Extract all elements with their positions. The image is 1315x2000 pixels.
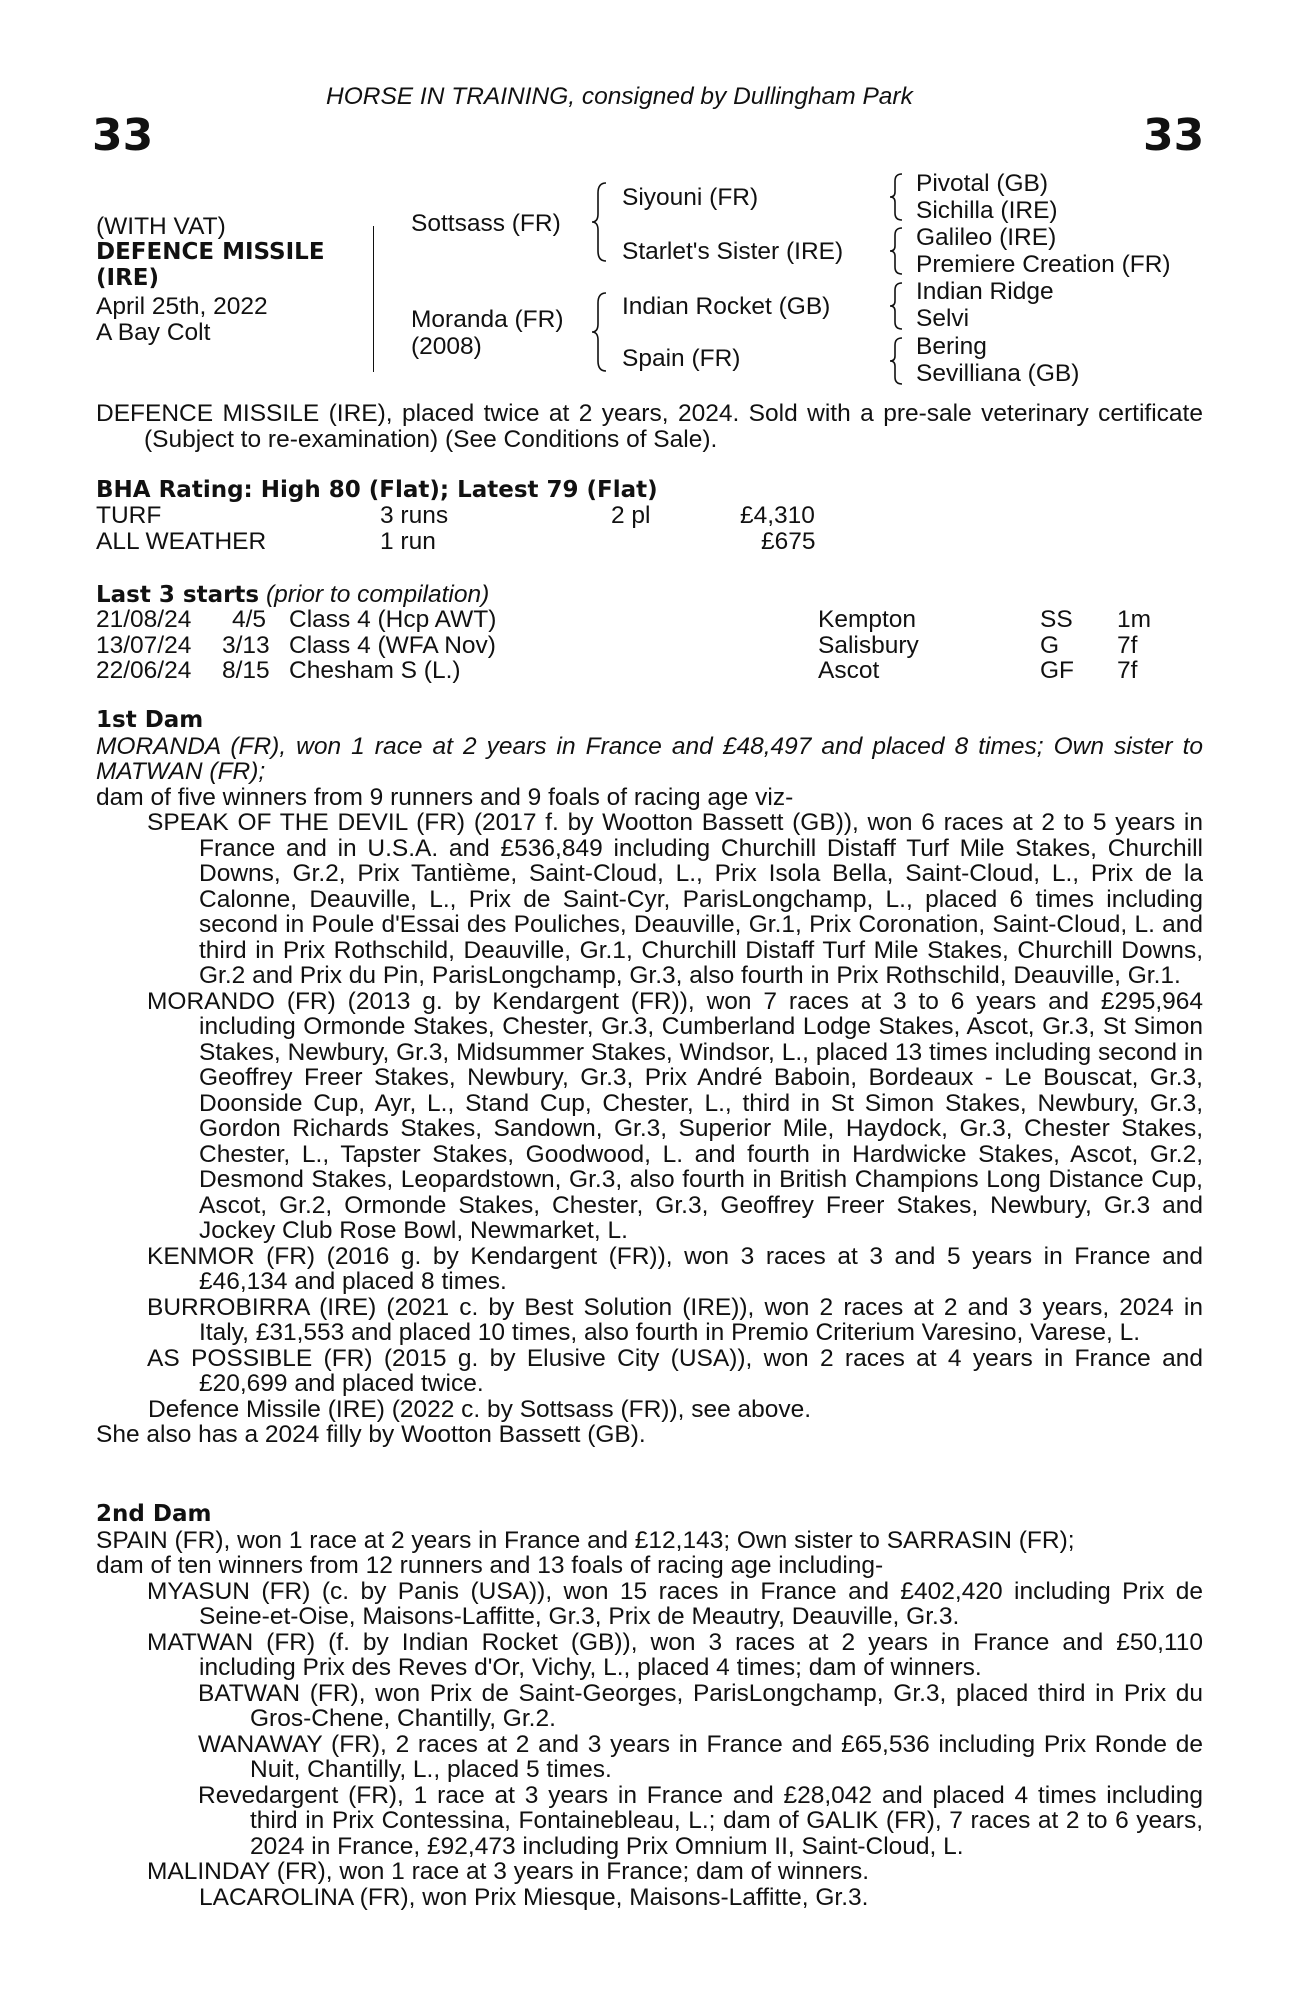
second-dam-myasun: MYASUN (FR) (c. by Panis (USA)), won 15 races in France and £402,420 including Prix de Seine-et-Oise, Maisons-Laffitte, Gr.3, Prix de Meautry, Deauville, Gr.3.: [147, 1577, 1203, 1630]
lot-number-right: 33: [1143, 110, 1205, 161]
horse-name-suffix: (IRE): [96, 265, 160, 291]
pedigree-g3-4: Premiere Creation (FR): [916, 251, 1171, 278]
pedigree-bracket-gen1: [373, 226, 374, 372]
pedigree-g3-7: Bering: [916, 333, 987, 360]
start-dist-2: 7f: [1117, 632, 1138, 659]
pedigree-dam-year: (2008): [411, 333, 482, 360]
start-going-1: SS: [1040, 606, 1073, 633]
pedigree-dam-dam: Spain (FR): [622, 345, 741, 372]
pedigree-g3-1: Pivotal (GB): [916, 170, 1049, 197]
vat-note: (WITH VAT): [96, 213, 226, 240]
second-dam-batwan: BATWAN (FR), won Prix de Saint-Georges, ParisLongchamp, Gr.3, placed third in Prix du Gros-Chene, Chantilly, Gr.2.: [198, 1679, 1203, 1732]
second-dam-section: [96, 1502, 1203, 1910]
pedigree-dam-sire: Indian Rocket (GB): [622, 293, 831, 320]
progeny-kenmor: KENMOR (FR) (2016 g. by Kendargent (FR)), won 3 races at 3 and 5 years in France and £46,134 and placed 8 times.: [147, 1242, 1203, 1295]
sale-summary: DEFENCE MISSILE (IRE), placed twice at 2 years, 2024. Sold with a pre-sale veterinary certificate (Subject to re-examination) (See Conditions of Sale).: [96, 400, 1203, 453]
page-title: HORSE IN TRAINING, consigned by Dullingham Park: [326, 83, 913, 110]
second-dam-title: 2nd Dam: [96, 1501, 212, 1527]
second-dam-intro: SPAIN (FR), won 1 race at 2 years in France and £12,143; Own sister to SARRASIN (FR);: [96, 1526, 1075, 1554]
start-date-2: 13/07/24: [96, 632, 192, 659]
horse-description: A Bay Colt: [96, 319, 211, 346]
start-race-1: Class 4 (Hcp AWT): [289, 606, 497, 633]
pedigree-g3-6: Selvi: [916, 305, 970, 332]
horse-name: DEFENCE MISSILE: [96, 239, 325, 265]
progeny-defence-missile: Defence Missile (IRE) (2022 c. by Sottsass (FR)), see above.: [148, 1395, 812, 1423]
pedigree-brace-g3-1: [888, 172, 904, 228]
pedigree-sire: Sottsass (FR): [411, 210, 561, 237]
horse-dob: April 25th, 2022: [96, 293, 268, 320]
second-dam-wanaway: WANAWAY (FR), 2 races at 2 and 3 years in France and £65,536 including Prix Ronde de Nuit, Chantilly, L., placed 5 times.: [198, 1730, 1203, 1783]
lot-number-left: 33: [92, 110, 154, 161]
pedigree-brace-dam-line: [590, 291, 608, 373]
first-dam-title: 1st Dam: [96, 707, 204, 733]
first-dam-intro: MORANDA (FR), won 1 race at 2 years in France and £48,497 and placed 8 times; Own sister to MATWAN (FR);: [96, 732, 1203, 785]
pedigree-brace-sire-line: [590, 181, 608, 261]
second-dam-malinday: MALINDAY (FR), won 1 race at 3 years in France; dam of winners.: [147, 1858, 870, 1885]
pedigree-brace-g3-4: [888, 336, 904, 392]
start-going-2: G: [1040, 632, 1060, 659]
pedigree-sire-dam: Starlet's Sister (IRE): [622, 238, 844, 265]
start-pos-3: 8/15: [222, 657, 270, 684]
second-dam-matwan: MATWAN (FR) (f. by Indian Rocket (GB)), won 3 races at 2 years in France and £50,110 including Prix des Reves d'Or, Vichy, L., placed 4 times; dam of winners.: [147, 1628, 1203, 1681]
pedigree-brace-g3-3: [888, 281, 904, 337]
start-race-3: Chesham S (L.): [289, 657, 461, 684]
start-course-2: Salisbury: [818, 632, 919, 659]
last-starts-heading: [96, 582, 489, 609]
progeny-as-possible: AS POSSIBLE (FR) (2015 g. by Elusive City (USA)), won 2 races at 4 years in France and £20,699 and placed twice.: [147, 1344, 1203, 1397]
record-aw-runs: 1 run: [380, 528, 436, 555]
start-going-3: GF: [1040, 657, 1075, 684]
progeny-morando: MORANDO (FR) (2013 g. by Kendargent (FR)), won 7 races at 3 to 6 years and £295,964 including Ormonde Stakes, Chester, Gr.3, Cumberland Lodge Stakes, Ascot, Gr.3, St Simon Stakes, Newbury, Gr.3, Midsummer Stakes, Windsor, L., placed 13 times including second in Geoffrey Freer Stakes, Newbury, Gr.3, Prix André Baboin, Bordeaux - Le Bouscat, Gr.3, Doonside Cup, Ayr, L., Stand Cup, Chester, L., third in St Simon Stakes, Newbury, Gr.3, Gordon Richards Stakes, Sandown, Gr.3, Superior Mile, Haydock, Gr.3, Chester Stakes, Chester, L., Tapster Stakes, Goodwood, L. and fourth in Hardwicke Stakes, Ascot, Gr.2, Desmond Stakes, Leopardstown, Gr.3, also fourth in British Champions Long Distance Cup, Ascot, Gr.2, Ormonde Stakes, Chester, Gr.3, Geoffrey Freer Stakes, Newbury, Gr.3 and Jockey Club Rose Bowl, Newmarket, L.: [147, 987, 1203, 1244]
pedigree-dam: Moranda (FR): [411, 306, 564, 333]
last-starts-title: Last 3 starts: [96, 582, 260, 608]
pedigree-g3-8: Sevilliana (GB): [916, 360, 1080, 387]
last-starts-subtitle: (prior to compilation): [265, 581, 490, 608]
pedigree-sire-sire: Siyouni (FR): [622, 184, 759, 211]
record-turf-surface: TURF: [96, 502, 162, 529]
record-aw-surface: ALL WEATHER: [96, 528, 267, 555]
first-dam-section: [96, 708, 1203, 1448]
start-pos-2: 3/13: [222, 632, 270, 659]
record-turf-runs: 3 runs: [380, 502, 449, 529]
start-pos-1: 4/5: [232, 606, 267, 633]
second-dam-revedargent: Revedargent (FR), 1 race at 3 years in France and £28,042 and placed 4 times including third in Prix Contessina, Fontainebleau, L.; dam of GALIK (FR), 7 races at 2 to 6 years, 2024 in France, £92,473 including Prix Omnium II, Saint-Cloud, L.: [198, 1781, 1203, 1860]
second-dam-dam-of: dam of ten winners from 12 runners and 13 foals of racing age including-: [96, 1552, 884, 1579]
record-turf-placings: 2 pl: [611, 502, 651, 529]
bha-rating: BHA Rating: High 80 (Flat); Latest 79 (Flat): [96, 477, 658, 503]
pedigree-g3-3: Galileo (IRE): [916, 224, 1057, 251]
pedigree-g3-2: Sichilla (IRE): [916, 197, 1058, 224]
pedigree-g3-5: Indian Ridge: [916, 278, 1054, 305]
start-course-3: Ascot: [818, 657, 880, 684]
pedigree-brace-g3-2: [888, 226, 904, 282]
record-aw-prize: £675: [761, 528, 816, 555]
record-turf-prize: £4,310: [740, 502, 815, 529]
start-date-1: 21/08/24: [96, 606, 192, 633]
start-dist-1: 1m: [1117, 606, 1152, 633]
first-dam-also: She also has a 2024 filly by Wootton Bassett (GB).: [96, 1421, 646, 1448]
progeny-burrobirra: BURROBIRRA (IRE) (2021 c. by Best Solution (IRE)), won 2 races at 2 and 3 years, 2024 in Italy, £31,553 and placed 10 times, also fourth in Premio Criterium Varesino, Varese, L.: [147, 1293, 1203, 1346]
start-date-3: 22/06/24: [96, 657, 192, 684]
progeny-speak-of-the-devil: SPEAK OF THE DEVIL (FR) (2017 f. by Wootton Bassett (GB)), won 6 races at 2 to 5 years in France and in U.S.A. and £536,849 including Churchill Distaff Turf Mile Stakes, Churchill Downs, Gr.2, Prix Tantième, Saint-Cloud, L., Prix Isola Bella, Saint-Cloud, L., Prix de la Calonne, Deauville, L., Prix de Saint-Cyr, ParisLongchamp, L., placed 6 times including second in Poule d'Essai des Pouliches, Deauville, Gr.1, Prix Coronation, Saint-Cloud, L. and third in Prix Rothschild, Deauville, Gr.1, Churchill Distaff Turf Mile Stakes, Churchill Downs, Gr.2 and Prix du Pin, ParisLongchamp, Gr.3, also fourth in Prix Rothschild, Deauville, Gr.1.: [147, 809, 1203, 989]
second-dam-lacarolina: LACAROLINA (FR), won Prix Miesque, Maisons-Laffitte, Gr.3.: [199, 1883, 869, 1911]
start-race-2: Class 4 (WFA Nov): [289, 632, 496, 659]
start-dist-3: 7f: [1117, 657, 1138, 684]
first-dam-dam-of: dam of five winners from 9 runners and 9 foals of racing age viz-: [96, 783, 794, 811]
start-course-1: Kempton: [818, 606, 917, 633]
